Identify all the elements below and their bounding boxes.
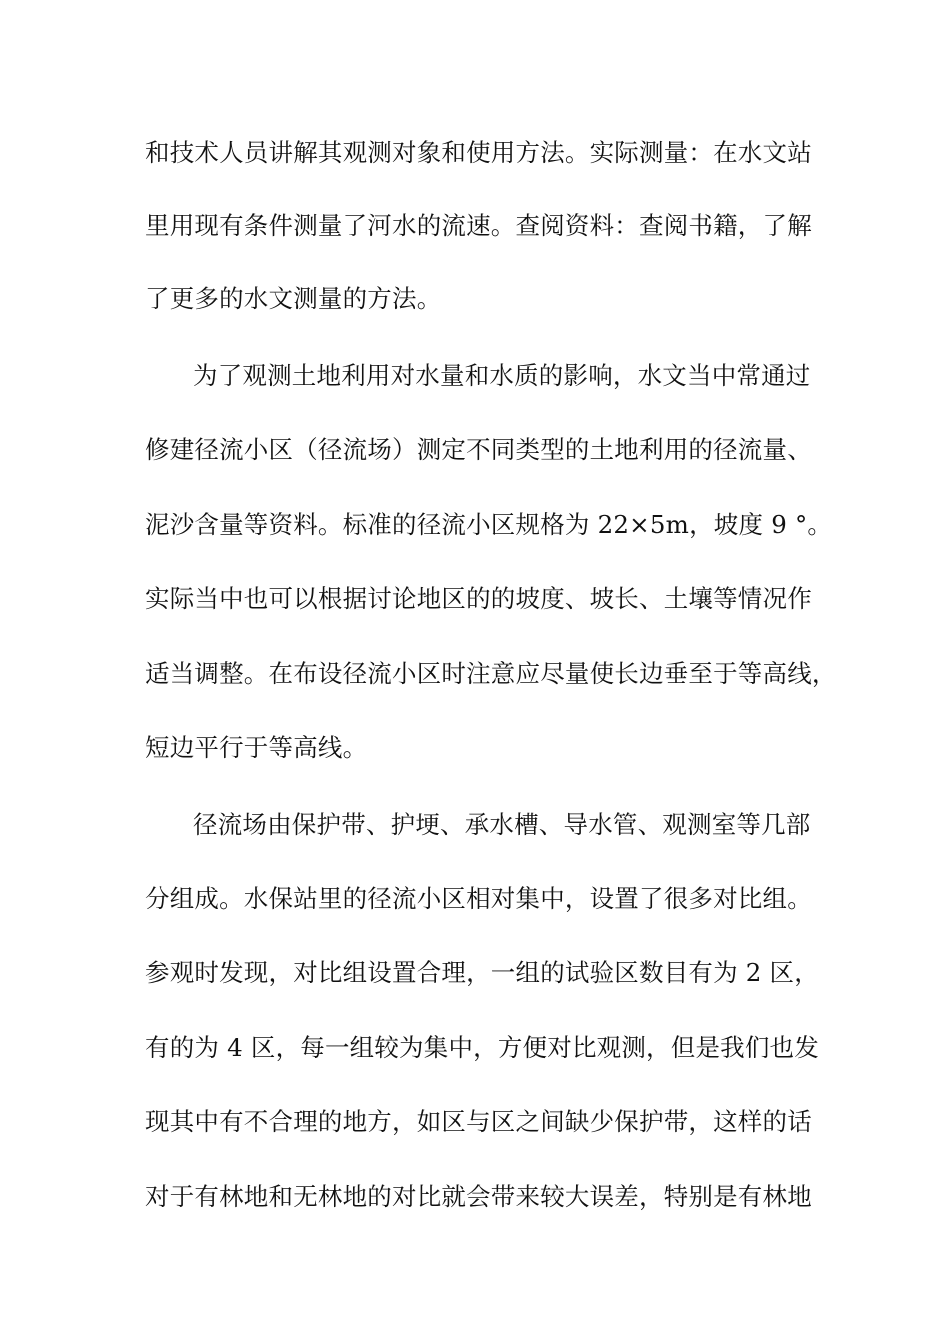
text-line: 泥沙含量等资料。标准的径流小区规格为 22×5m，坡度 9 °。 [145, 510, 833, 539]
text-line: 现其中有不合理的地方，如区与区之间缺少保护带，这样的话 [145, 1107, 812, 1136]
text-line: 修建径流小区（径流场）测定不同类型的土地利用的径流量、 [145, 435, 812, 464]
text-line: 了更多的水文测量的方法。 [145, 284, 442, 313]
text-line: 分组成。水保站里的径流小区相对集中，设置了很多对比组。 [145, 884, 812, 913]
text-line: 适当调整。在布设径流小区时注意应尽量使长边垂至于等高线， [145, 659, 837, 688]
text-line: 对于有林地和无林地的对比就会带来较大误差，特别是有林地 [145, 1182, 812, 1211]
text-line: 短边平行于等高线。 [145, 733, 368, 762]
text-line: 实际当中也可以根据讨论地区的的坡度、坡长、土壤等情况作 [145, 584, 812, 613]
text-line: 有的为 4 区，每一组较为集中，方便对比观测，但是我们也发 [145, 1033, 819, 1062]
text-line: 里用现有条件测量了河水的流速。查阅资料：查阅书籍，了解 [145, 211, 812, 240]
text-line: 参观时发现，对比组设置合理，一组的试验区数目有为 2 区， [145, 958, 819, 987]
paragraph-first-line: 径流场由保护带、护埂、承水槽、导水管、观测室等几部 [193, 810, 811, 839]
paragraph-first-line: 为了观测土地利用对水量和水质的影响，水文当中常通过 [193, 361, 811, 390]
text-line: 和技术人员讲解其观测对象和使用方法。实际测量：在水文站 [145, 138, 812, 167]
